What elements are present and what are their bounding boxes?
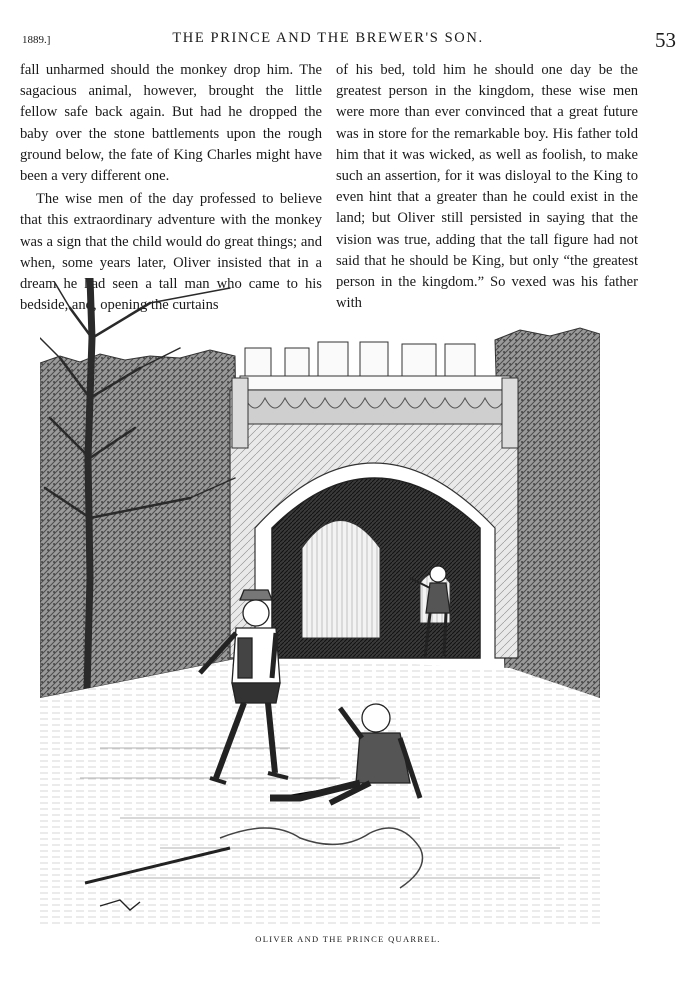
header-year: 1889.] [22,34,51,46]
page-header [22,28,676,54]
page-number: 53 [655,28,676,52]
engraving-drawing [40,278,600,928]
paragraph: of his bed, told him he should one day be the greatest person in the kingdom, these wise men were more than ever convinced that a great future was in store for the remarkable boy. His father told him that it was wicked, as well as foolish, to make such an assertion, for it was disloyal to the King to even hint that a greater than he could exist in the land; but Oliver still persisted in saying that the vision was true, adding that the tall figure had not said that he should be King, but only “the greatest person in the kingdom.” So vexed was his father with [336,62,638,312]
illustration [40,278,600,928]
paragraph: The wise men of the day professed to believe that this extraordinary adventure with the monkey was a sign that the child would do great things; and when, some years later, Oliver insisted that in a dream he had seen a tall man who came to his bedside, and, opening the curtains [20,191,322,314]
text-column-right [336,60,638,314]
figure-caption: OLIVER AND THE PRINCE QUARREL. [255,934,441,944]
running-title: THE PRINCE AND THE BREWER'S SON. [172,30,484,46]
paragraph: fall unharmed should the monkey drop him. The sagacious animal, however, brought the little fellow safe back again. But had he dropped the baby over the stone battlements upon the rough ground below, the fate of King Charles might have been a very different one. [20,62,322,185]
